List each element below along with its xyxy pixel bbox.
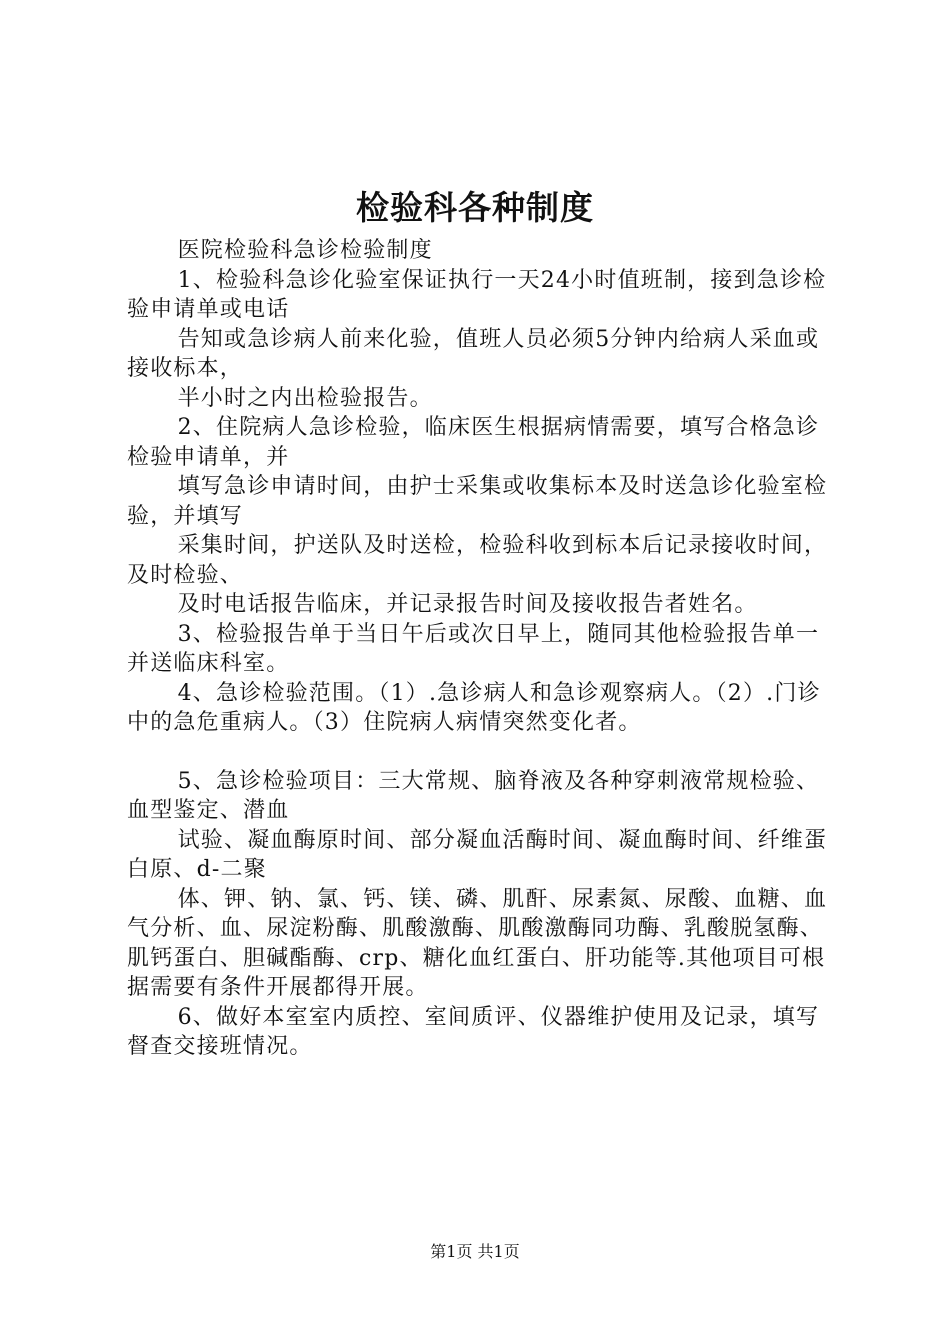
spacer [127, 738, 835, 767]
paragraph: 及时电话报告临床，并记录报告时间及接收报告者姓名。 [177, 592, 758, 617]
paragraph: 2、住院病人急诊检验，临床医生根据病情需要，填写合格急诊检验申请单，并 [127, 415, 820, 470]
paragraph: 填写急诊申请时间，由护士采集或收集标本及时送急诊化验室检验，并填写 [127, 474, 828, 529]
paragraph: 半小时之内出检验报告。 [177, 385, 433, 411]
paragraph: 告知或急诊病人前来化验，值班人员必须5分钟内给病人采血或接收标本， [127, 326, 820, 381]
paragraph: 3、检验报告单于当日午后或次日早上，随同其他检验报告单一并送临床科室。 [127, 621, 820, 676]
paragraph: 4、急诊检验范围。（1）.急诊病人和急诊观察病人。（2）.门诊中的急危重病人。（3）住院病人病情突然变化者。 [127, 680, 821, 735]
document-title: 检验科各种制度 [356, 188, 594, 227]
paragraph-heading: 医院检验科急诊检验制度 [177, 238, 433, 263]
paragraph: 采集时间，护送队及时送检，检验科收到标本后记录接收时间，及时检验、 [127, 533, 828, 588]
page-footer: 第1页 共1页 [430, 1242, 520, 1261]
paragraph: 体、钾、钠、氯、钙、镁、磷、肌酐、尿素氮、尿酸、血糖、血气分析、血、尿淀粉酶、肌酸激酶、肌酸激酶同功酶、乳酸脱氢酶、肌钙蛋白、胆碱酯酶、crp、糖化血红蛋白、肝功能等.其他项目可根据需要有条件开展都得开展。 [127, 886, 828, 1000]
document-body [127, 236, 835, 1062]
paragraph: 6、做好本室室内质控、室间质评、仪器维护使用及记录，填写督查交接班情况。 [127, 1004, 820, 1059]
paragraph: 5、急诊检验项目：三大常规、脑脊液及各种穿刺液常规检验、血型鉴定、潜血 [127, 768, 820, 823]
paragraph: 试验、凝血酶原时间、部分凝血活酶时间、凝血酶时间、纤维蛋白原、d-二聚 [127, 827, 828, 882]
paragraph: 1、检验科急诊化验室保证执行一天24小时值班制，接到急诊检验申请单或电话 [127, 267, 827, 322]
